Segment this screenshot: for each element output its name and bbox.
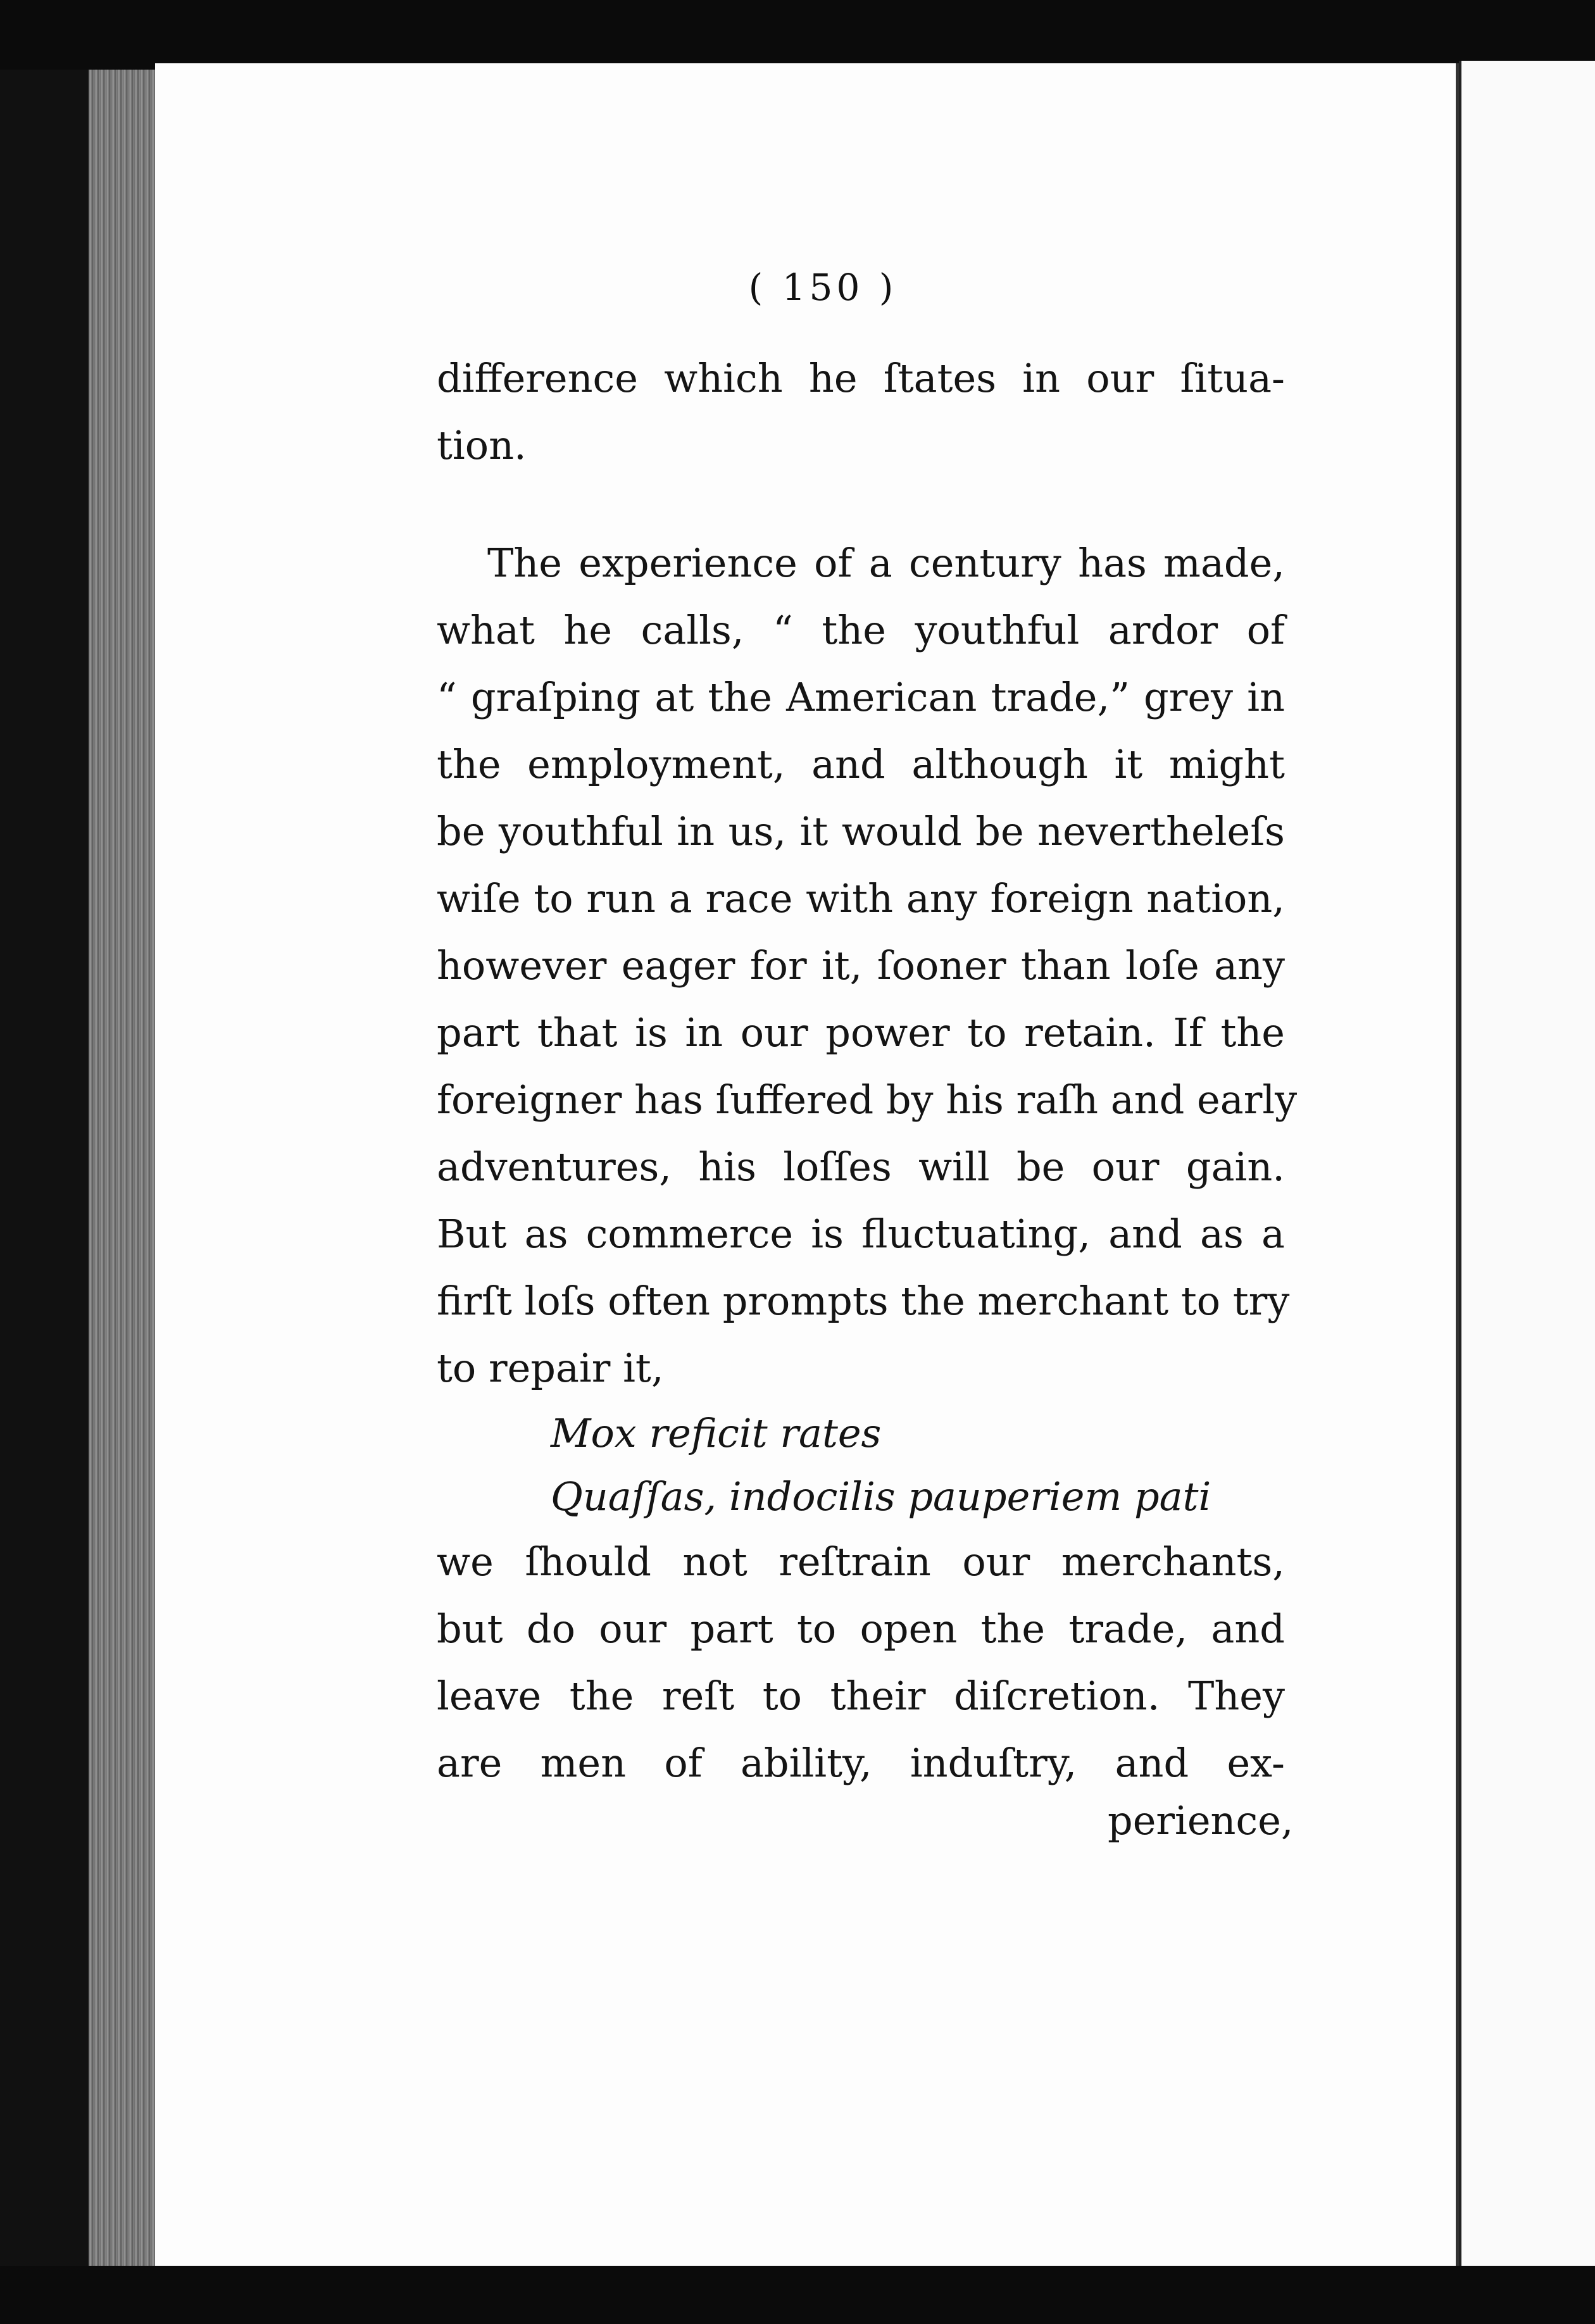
catchword: perience, xyxy=(1108,1797,1294,1844)
text-line: difference which he ſtates in our ſitua- xyxy=(437,355,1285,401)
text-line: “ graſping at the American trade,” grey in xyxy=(437,674,1285,720)
text-line: however eager for it, ſooner than loſe any xyxy=(437,942,1285,989)
scan-background-top xyxy=(0,0,1595,70)
verse-line: Quaſſas, indocilis pauperiem pati xyxy=(551,1473,1211,1520)
text-line: leave the reſt to their diſcretion. They xyxy=(437,1673,1285,1719)
text-line: foreigner has ſuffered by his raſh and early xyxy=(437,1077,1298,1123)
text-line: the employment, and although it might xyxy=(437,741,1285,787)
verse-line: Mox reficit rates xyxy=(551,1410,882,1456)
page-number: ( 150 ) xyxy=(748,266,898,309)
text-line: part that is in our power to retain. If the xyxy=(437,1009,1285,1056)
text-line: wiſe to run a race with any foreign nation, xyxy=(437,875,1285,921)
text-line: adventures, his loſſes will be our gain. xyxy=(437,1144,1285,1190)
facing-page-edge xyxy=(1459,61,1595,2266)
page-body xyxy=(437,345,1298,1797)
text-line: we ſhould not reſtrain our merchants, xyxy=(437,1539,1285,1585)
text-line: But as commerce is fluctuating, and as a xyxy=(437,1211,1285,1257)
book-page-edge xyxy=(89,70,158,2266)
text-line: but do our part to open the trade, and xyxy=(437,1606,1285,1652)
text-line: firſt loſs often prompts the merchant to try xyxy=(437,1278,1290,1324)
text-line: be youthful in us, it would be nevertheleſs xyxy=(437,808,1285,854)
text-line: what he calls, “ the youthful ardor of xyxy=(437,607,1285,653)
text-line: are men of ability, induſtry, and ex- xyxy=(437,1740,1285,1786)
text-line: tion. xyxy=(437,422,527,468)
paragraph-gap xyxy=(437,479,1285,530)
scan-background-bottom xyxy=(0,2266,1595,2324)
text-line: to repair it, xyxy=(437,1345,664,1391)
text-line: The experience of a century has made, xyxy=(487,540,1285,586)
